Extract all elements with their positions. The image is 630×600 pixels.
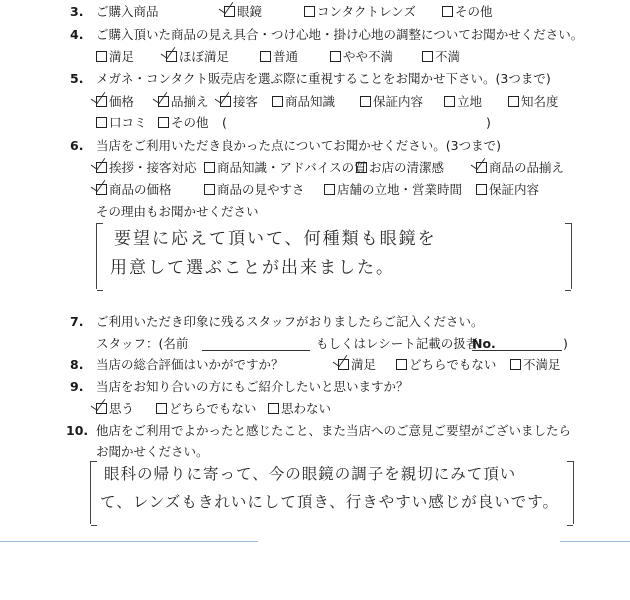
option-label: その他 [171,115,209,130]
checkbox[interactable] [422,51,433,62]
q5-option-reviews[interactable] [96,117,147,130]
option-label: やや不満 [343,49,394,64]
checkbox[interactable] [360,96,371,107]
q7-receipt-number-line[interactable] [472,350,562,351]
option-label: 眼鏡 [237,4,263,19]
checkbox[interactable] [356,162,367,173]
checkbox[interactable] [444,96,455,107]
checkbox-checked[interactable] [476,162,487,173]
checkbox-checked[interactable] [338,359,349,370]
option-label: どちらでもない [409,357,497,372]
checkbox-checked[interactable] [220,96,231,107]
checkbox-checked[interactable] [96,403,107,414]
option-label: 思う [109,401,135,416]
q7-staff-name-line[interactable] [202,350,310,351]
q6-option-greeting-service[interactable] [96,162,197,175]
q9-number: 9. [70,379,84,394]
checkbox[interactable] [272,96,283,107]
checkbox-checked[interactable] [224,6,235,17]
option-label: どちらでもない [169,401,257,416]
q5-option-warranty[interactable] [360,96,423,109]
q7-text: ご利用いただき印象に残るスタッフがおりましたらご記入ください。 [96,314,484,329]
option-label: 商品知識 [285,94,336,109]
q8-number: 8. [70,357,84,372]
q4-number: 4. [70,27,84,42]
q3-option-contacts[interactable] [304,6,416,19]
q7-no-label: No. [472,336,496,351]
q10-text-2: お聞かせください。 [96,444,209,459]
q5-other-paren-open: ( [222,115,227,130]
q6-option-store-location-hours[interactable] [324,184,462,197]
option-label: 保証内容 [373,94,424,109]
q5-other-paren-close: ) [486,115,491,130]
checkbox[interactable] [396,359,407,370]
checkbox-checked[interactable] [158,96,169,107]
checkbox[interactable] [204,162,215,173]
option-label: 品揃え [171,94,209,109]
option-label: 満足 [109,49,135,64]
q6-handwritten-line-2: 用意して選ぶことが出来ました。 [110,258,395,278]
option-label: 知名度 [521,94,559,109]
q10-number: 10. [66,423,89,438]
footer-divider-right [560,541,630,542]
q5-option-location[interactable] [444,96,482,109]
option-label: 商品の価格 [109,182,172,197]
q6-reason-label: その理由もお聞かせください [96,204,259,219]
q8-text: 当店の総合評価はいかがですか？ [96,357,284,372]
q5-number: 5. [70,71,84,86]
q5-option-price[interactable] [96,96,134,109]
q9-option-no[interactable] [268,403,331,416]
q5-option-service[interactable] [220,96,258,109]
q10-text: 他店をご利用でよかったと感じたこと、また当店へのご意見ご要望がございましたら [96,423,572,438]
checkbox[interactable] [260,51,271,62]
q9-text: 当店をお知り合いの方にもご紹介したいと思いますか？ [96,379,409,394]
q6-option-advice-quality[interactable] [204,162,367,175]
q4-option-somewhat-dissatisfied[interactable] [330,51,393,64]
option-label: 商品の品揃え [489,160,565,175]
q6-option-product-range[interactable] [476,162,564,175]
q10-handwritten-line-1: 眼科の帰りに寄って、今の眼鏡の調子を親切にみて頂い [104,465,517,483]
q3-number: 3. [70,4,84,19]
option-label: 商品の見やすさ [217,182,305,197]
q6-option-warranty[interactable] [476,184,539,197]
option-label: 保証内容 [489,182,540,197]
q6-option-product-price[interactable] [96,184,172,197]
q6-text: 当店をご利用いただき良かった点についてお聞かせください。(3つまで) [96,138,501,153]
checkbox[interactable] [442,6,453,17]
q4-option-dissatisfied[interactable] [422,51,460,64]
checkbox[interactable] [508,96,519,107]
checkbox[interactable] [156,403,167,414]
option-label: 満足 [351,357,377,372]
option-label: 普通 [273,49,299,64]
option-label: 立地 [457,94,483,109]
option-label: 不満足 [523,357,561,372]
checkbox[interactable] [158,117,169,128]
q6-option-product-visibility[interactable] [204,184,305,197]
checkbox[interactable] [96,117,107,128]
option-label: 価格 [109,94,135,109]
option-label: その他 [455,4,493,19]
q3-option-other[interactable] [442,6,493,19]
checkbox[interactable] [324,184,335,195]
q9-option-neutral[interactable] [156,403,256,416]
checkbox[interactable] [304,6,315,17]
option-label: ほぼ満足 [179,49,230,64]
q5-option-selection[interactable] [158,96,209,109]
option-label: お店の清潔感 [369,160,445,175]
option-label: 店舗の立地・営業時間 [337,182,463,197]
q10-handwritten-line-2: て、レンズもきれいにして頂き、行きやすい感じが良いです。 [100,493,559,511]
q7-number: 7. [70,314,84,329]
checkbox-checked[interactable] [96,184,107,195]
q3-text: ご購入商品 [96,4,159,19]
q6-number: 6. [70,138,84,153]
option-label: 不満 [435,49,461,64]
q9-option-yes[interactable] [96,403,134,416]
option-label: 挨拶・接客対応 [109,160,197,175]
checkbox-checked[interactable] [96,162,107,173]
q5-text: メガネ・コンタクト販売店を選ぶ際に重視することをお聞かせ下さい。(3つまで) [96,71,551,86]
q7-staff-label: スタッフ：(名前 [96,336,189,351]
checkbox[interactable] [268,403,279,414]
q4-text: ご購入頂いた商品の見え具合・つけ心地・掛け心地の調整についてお聞かせください。 [96,27,584,42]
option-label: コンタクトレンズ [317,4,416,19]
q3-option-glasses[interactable] [224,6,262,19]
q6-option-cleanliness[interactable] [356,162,444,175]
q8-option-neutral[interactable] [396,359,496,372]
q8-option-dissatisfied[interactable] [510,359,561,372]
checkbox[interactable] [330,51,341,62]
q4-option-satisfied[interactable] [96,51,134,64]
checkbox-checked[interactable] [166,51,177,62]
checkbox[interactable] [204,184,215,195]
option-label: 口コミ [109,115,147,130]
q5-option-other[interactable] [158,117,209,130]
option-label: 思わない [281,401,332,416]
checkbox[interactable] [476,184,487,195]
checkbox-checked[interactable] [96,96,107,107]
q6-handwritten-line-1: 要望に応えて頂いて、何種類も眼鏡を [114,229,437,249]
footer-divider-left [0,541,258,542]
checkbox[interactable] [96,51,107,62]
q7-receipt-label: もしくはレシート記載の扱者 [316,336,479,351]
q5-option-brand-awareness[interactable] [508,96,559,109]
q4-option-normal[interactable] [260,51,298,64]
option-label: 商品知識・アドバイスの質 [217,160,367,175]
q4-option-mostly-satisfied[interactable] [166,51,229,64]
q5-option-product-knowledge[interactable] [272,96,335,109]
option-label: 接客 [233,94,259,109]
checkbox[interactable] [510,359,521,370]
q8-option-satisfied[interactable] [338,359,376,372]
q7-close-paren: ) [563,336,568,351]
